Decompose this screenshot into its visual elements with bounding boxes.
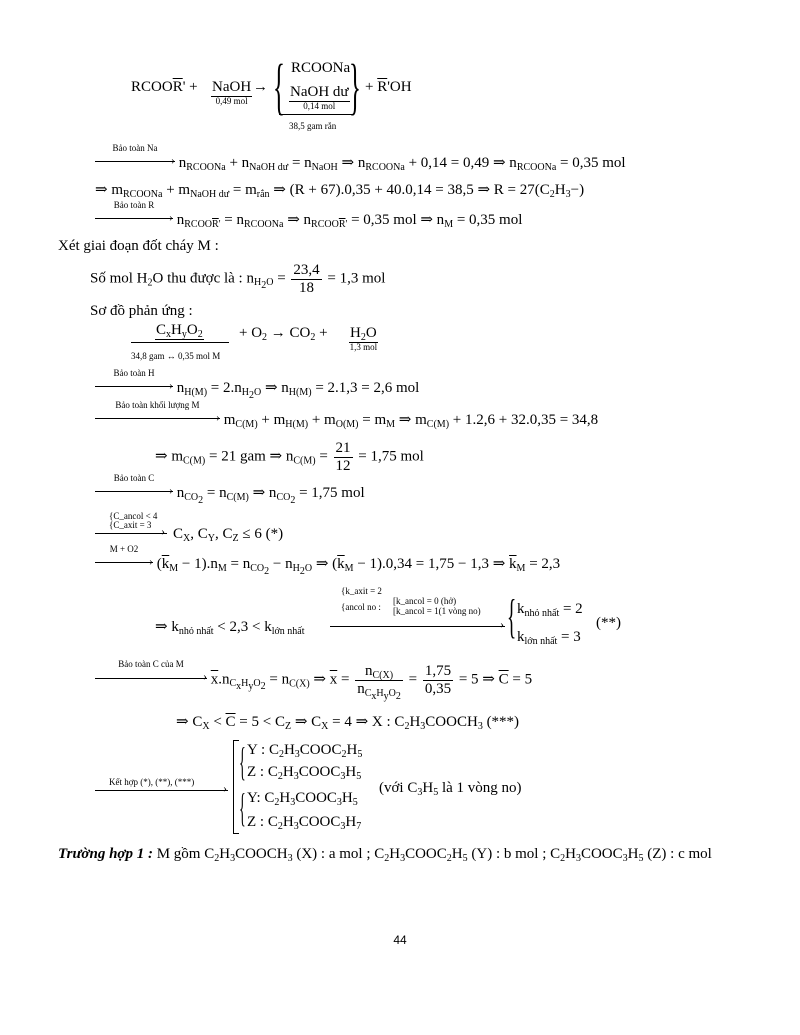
section-heading-combustion: Xét giai đoạn đốt cháy M : (58, 238, 219, 254)
cond-k-axit: {k_axit = 2 (341, 586, 382, 596)
cond-c-axit: {C_axit = 3 (109, 520, 152, 530)
line-truong-hop-1: Trường hợp 1 : M gồm $C_2H_3COOCH_3$ (X) : a mol ; $C_2H_3COOC_2H_5$ (Y) : b mol ; $C_2H_3COOC_3H_5$ (Z) : c mol (58, 846, 712, 864)
label-bao-toan-c-cua-m: Bảo toàn C của M (118, 659, 184, 670)
frac-den-12: 12 (335, 457, 351, 474)
cond-ancol-no: {ancol no : (341, 602, 381, 612)
prod-rcoona: RCOONa (291, 60, 351, 76)
line-bao-toan-h: Bảo toàn H › $n_{H(M)} = 2.n_{H_2O}$ ⇒ $n_{H(M)} = 2.1,3 = 2,6$ mol (95, 380, 419, 397)
label-ket-hop: Kết hợp (*), (**), (***) (109, 777, 195, 787)
note-1-3-mol: 1,3 mol (349, 341, 378, 352)
line-bao-toan-khoi-luong: Bảo toàn khối lượng M › $m_{C(M)} + m_{H(M)} + m_{O(M)} = m_M$ ⇒ $m_{C(M)} + 1.2,6 + 32.0,35 = 34,8$ (95, 412, 598, 429)
label-bao-toan-khoi-luong: Bảo toàn khối lượng M (115, 400, 200, 410)
page-number: 44 (393, 933, 407, 947)
line-mol-h2o: Số mol $H_2O$ thu được là : $n_{H_2O}$ = $\frac{23,4}{18}$ = 1,3 mol (90, 262, 386, 296)
cond-c-ancol: {C_ancol < 4 (109, 511, 158, 521)
case2-z: Z : $C_2H_3COOC_3H_7$ (247, 814, 362, 832)
eq-saponification: $RCOO\overline{R}'$ + NaOH 0,49 mol → { RCOONa NaOH dư 0,14 mol } + $\overline{R}'OH$ 38,5 gam rắn (131, 53, 412, 131)
line-reaction-scheme: $C_xH_yO_2$ 34,8 gam ↔ 0,35 mol M + $O_2 \to CO_2$ + $H_2O$ 1,3 mol (131, 322, 378, 361)
label-m-o2: M + O2 (109, 544, 139, 554)
line-k-value: M + O2 › $(\overline{k}_M - 1).n_M = n_{CO_2} - n_{H_2O}$ ⇒ $(\overline{k}_M - 1).0,34 = 1,75 - 1,3$ ⇒ $\overline{k}_M = 2,3$ (95, 556, 560, 573)
naoh-mol: 0,49 mol (215, 95, 248, 106)
label-bao-toan-h: Bảo toàn H (113, 368, 155, 378)
case2-y: Y: $C_2H_3COOC_3H_5$ (247, 790, 358, 808)
prod-naoh-du: NaOH dư (290, 84, 349, 100)
label-bao-toan-r: Bảo toàn R (113, 200, 155, 210)
line-bao-toan-na: Bảo toàn Na › $n_{RCOONa} + n_{NaOH dư} = n_{NaOH}$ ⇒ $n_{RCOONa} + 0,14 = 0,49$ ⇒ $n_{RCOONa} = 0,35$ mol (95, 155, 626, 172)
line-combination: Kết hợp (*), (**), (***) › { Y : $C_2H_3COOC_2H_5$ Z : $C_2H_3COOC_3H_5$ { Y: $C_2H_3COOC_3H_5$ Z : $C_2H_3COOC_3H_7$ (với $C_3H_5$ là 1 vòng no) (95, 738, 555, 838)
line-mass-carbon: ⇒ $m_{C(M)} = 21$ gam ⇒ $n_{C(M)}$ = $\frac{21}{12}$ = 1,75 mol (155, 440, 424, 474)
mass-label: 38,5 gam rắn (289, 121, 337, 131)
note-vong-no: (với $C_3H_5$ là 1 vòng no) (379, 780, 522, 798)
note-34-8-gam: 34,8 gam ↔ 0,35 mol M (131, 351, 221, 361)
label-bao-toan-c: Bảo toàn C (113, 473, 155, 483)
tag-2star: (**) (596, 615, 621, 631)
cond-k-ancol-0: [k_ancol = 0 (hở) (393, 596, 457, 606)
frac-num-21: 21 (335, 440, 351, 456)
frac-den-0-35: 0,35 (424, 680, 452, 697)
frac-num-1-75: 1,75 (424, 663, 452, 679)
case1-z: Z : $C_2H_3COOC_3H_5$ (247, 764, 362, 782)
frac-den-18: 18 (299, 279, 315, 296)
frac-num-23-4: 23,4 (293, 262, 320, 278)
line-x-identification: ⇒ $C_X < \overline{C} = 5 < C_Z$ ⇒ $C_X = 4$ ⇒ X : $C_2H_3COOCH_3$ (***) (176, 714, 520, 732)
line-reaction-scheme-label: Sơ đồ phản ứng : (90, 303, 193, 319)
cond-k-ancol-1: [k_ancol = 1(1 vòng no) (393, 606, 481, 616)
line-k-range: ⇒ $k_{nhỏ nhất} < 2,3 < k_{lớn nhất}$ {k_axit = 2 {ancol no : [k_ancol = 0 (hở) [k_ancol = 1(1 vòng no) › { $k_{nhỏ nhất} = 2$ $k_{lớn nhất} = 3$ (**) (155, 586, 621, 647)
label-bao-toan-na: Bảo toàn Na (112, 143, 158, 153)
naoh-label: NaOH (212, 79, 252, 95)
line-bao-toan-c-cua-m: Bảo toàn C của M › $\overline{x}.n_{C_xH_yO_2} = n_{C(X)}$ ⇒ $\overline{x}$ = $\frac{n_{C(X)}}{n_{C_xH_yO_2}}$ = $\frac{1,75}{0,35}$ = 5 ⇒ $\overline{C} = 5$ (95, 663, 532, 697)
prod-naoh-du-mol: 0,14 mol (303, 100, 336, 111)
line-bao-toan-c: Bảo toàn C › $n_{CO_2} = n_{C(M)}$ ⇒ $n_{CO_2} = 1,75$ mol (95, 485, 365, 502)
case-title: Trường hợp 1 : (58, 846, 153, 862)
line-carbon-limit: {C_ancol < 4 {C_axit = 3 › $C_X$, $C_Y$, $C_Z \le 6$ (*) (95, 512, 355, 546)
case1-y: Y : $C_2H_3COOC_2H_5$ (247, 742, 363, 760)
line-bao-toan-r: Bảo toàn R › $n_{RCOO\overline{R}'} = n_{RCOONa}$ ⇒ $n_{RCOO\overline{R}'} = 0,35$ mol ⇒ $n_M = 0,35$ mol (95, 212, 522, 229)
line-mass-balance: ⇒ $m_{RCOONa} + m_{NaOH dư} = m_{rắn}$ ⇒ (R + 67).0,35 + 40.0,14 = 38,5 ⇒ $R = 27(C_2H_3-)$ (95, 182, 585, 200)
